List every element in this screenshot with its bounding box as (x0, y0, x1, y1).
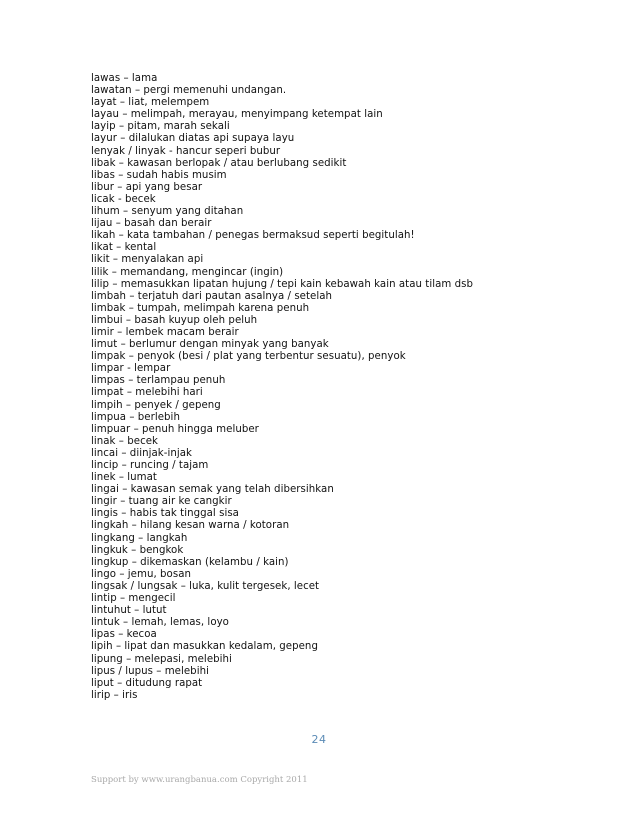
glossary-entry: lingkang – langkah (91, 532, 188, 544)
glossary-entry: licak - becek (91, 193, 156, 205)
glossary-entry: layau – melimpah, merayau, menyimpang ketempat lain (91, 109, 383, 121)
glossary-entry: lintuhut – lutut (91, 605, 167, 617)
glossary-entry: limpak – penyok (besi / plat yang terbentur sesuatu), penyok (91, 351, 406, 363)
glossary-entry: limut – berlumur dengan minyak yang banyak (91, 339, 329, 351)
glossary-entry: lipih – lipat dan masukkan kedalam, gepeng (91, 641, 318, 653)
glossary-entry: lingo – jemu, bosan (91, 568, 191, 580)
glossary-entry: lipus / lupus – melebihi (91, 665, 209, 677)
glossary-entry: lenyak / linyak - hancur seperi bubur (91, 145, 281, 157)
glossary-entry: limpat – melebihi hari (91, 387, 203, 399)
glossary-entry: lirip – iris (91, 689, 138, 701)
glossary-entry: libas – sudah habis musim (91, 169, 227, 181)
glossary-entry: likah – kata tambahan / penegas bermaksud seperti begitulah! (91, 230, 415, 242)
glossary-entry: lincip – runcing / tajam (91, 460, 209, 471)
glossary-entry: libur – api yang besar (91, 181, 203, 193)
glossary-entry: limpuar – penuh hingga meluber (91, 423, 259, 435)
glossary-list (91, 73, 571, 702)
glossary-entry: layip – pitam, marah sekali (91, 121, 230, 133)
glossary-entry: lintip – mengecil (91, 593, 176, 605)
glossary-entry: lingkuk – bengkok (91, 544, 184, 556)
glossary-entry: likat – kental (91, 242, 157, 254)
glossary-entry: limpih – penyek / gepeng (91, 399, 221, 411)
glossary-entry: libak – kawasan berlopak / atau berlubang sedikit (91, 157, 347, 169)
glossary-entry: lingsak / lungsak – luka, kulit tergesek, lecet (91, 580, 320, 592)
glossary-entry: lilip – memasukkan lipatan hujung / tepi kain kebawah kain atau tilam dsb (91, 278, 474, 290)
glossary-entry: layur – dilalukan diatas api supaya layu (91, 133, 295, 145)
glossary-entry: limpas – terlampau penuh (91, 375, 226, 387)
glossary-entry: lincai – diinjak-injak (91, 447, 192, 459)
glossary-entry: limbui – basah kuyup oleh peluh (91, 314, 258, 326)
glossary-entry: lijau – basah dan berair (91, 218, 212, 230)
glossary-entry: limir – lembek macam berair (91, 326, 239, 338)
glossary-entry: limpua – berlebih (91, 411, 180, 423)
glossary-entry: lawatan – pergi memenuhi undangan. (91, 85, 287, 97)
page-number: 24 (311, 733, 327, 746)
glossary-entry: lingir – tuang air ke cangkir (91, 496, 232, 508)
glossary-entry: lawas – lama (91, 73, 158, 84)
glossary-entry: lipas – kecoa (91, 629, 157, 641)
glossary-entry: lipung – melepasi, melebihi (91, 653, 232, 665)
glossary-entry: lilik – memandang, mengincar (ingin) (91, 266, 284, 278)
glossary-entry: lingkup – dikemaskan (kelambu / kain) (91, 556, 289, 568)
glossary-entry: limbak – tumpah, melimpah karena penuh (91, 302, 310, 314)
glossary-entry: layat – liat, melempem (91, 97, 210, 109)
glossary-entry: limpar - lempar (91, 363, 171, 375)
glossary-entry: likit – menyalakan api (91, 254, 204, 266)
glossary-entry: lingai – kawasan semak yang telah dibersihkan (91, 484, 334, 496)
glossary-entry: lintuk – lemah, lemas, loyo (91, 617, 229, 629)
glossary-entry: lingkah – hilang kesan warna / kotoran (91, 520, 290, 532)
glossary-entry: lingis – habis tak tinggal sisa (91, 508, 239, 520)
glossary-entry: limbah – terjatuh dari pautan asalnya / setelah (91, 290, 333, 302)
glossary-entry: linek – lumat (91, 472, 157, 484)
glossary-entry: liput – ditudung rapat (91, 677, 203, 689)
glossary-entry: linak – becek (91, 435, 158, 447)
glossary-entry: lihum – senyum yang ditahan (91, 206, 244, 218)
footer-copyright: Support by www.urangbanua.com Copyright 2011 (91, 775, 308, 785)
